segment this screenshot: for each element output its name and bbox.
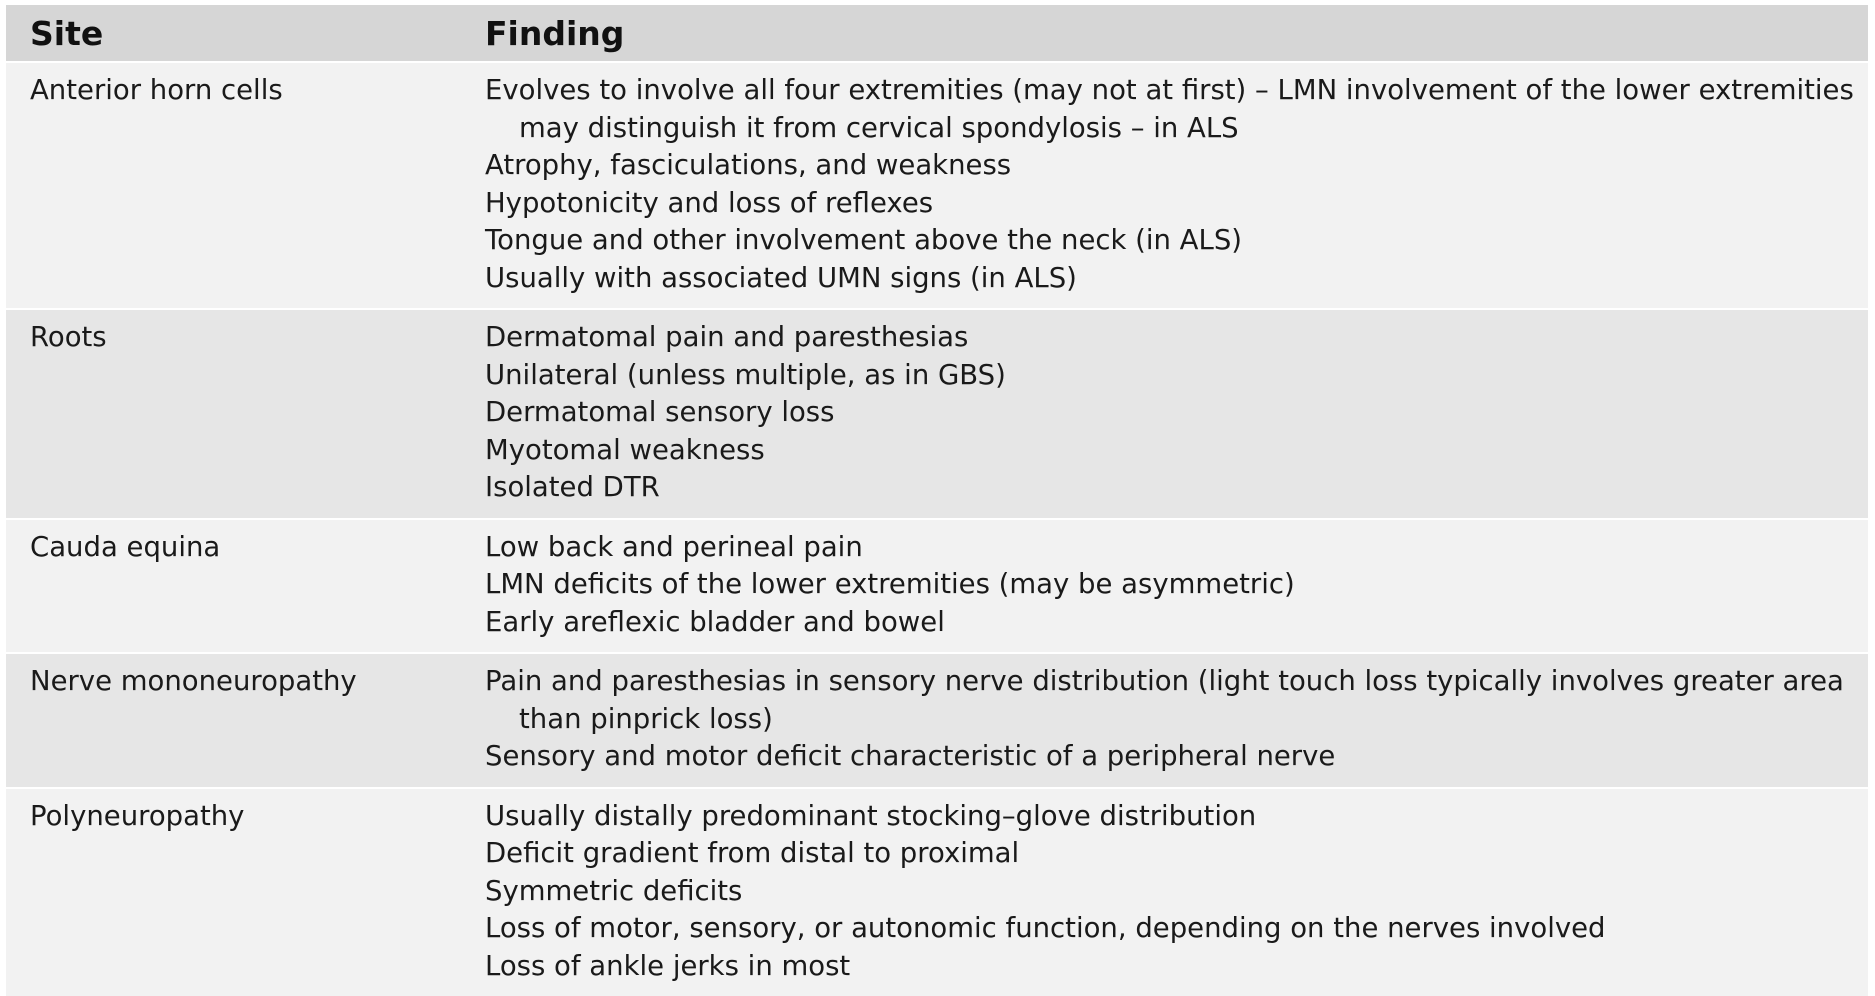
finding-cell [461,62,1868,309]
table-row [6,309,1868,519]
finding-item: Pain and paresthesias in sensory nerve distribution (light touch loss typically involves greater area than pinprick loss) [485,663,1858,738]
finding-item: Myotomal weakness [485,432,1858,470]
finding-item: Tongue and other involvement above the neck (in ALS) [485,222,1858,260]
site-cell: Nerve mononeuropathy [6,653,461,788]
table-row [6,62,1868,309]
table-row [6,788,1868,996]
site-cell: Anterior horn cells [6,62,461,309]
finding-item: Unilateral (unless multiple, as in GBS) [485,357,1858,395]
site-cell: Cauda equina [6,519,461,654]
finding-item: Deficit gradient from distal to proximal [485,835,1858,873]
finding-item: Early areflexic bladder and bowel [485,604,1858,642]
table-row [6,653,1868,788]
column-header-finding: Finding [461,5,1868,62]
finding-item: Usually with associated UMN signs (in ALS) [485,260,1858,298]
table-body [6,62,1868,996]
finding-item: Hypotonicity and loss of reflexes [485,185,1858,223]
table-row [6,519,1868,654]
finding-item: Loss of motor, sensory, or autonomic function, depending on the nerves involved [485,910,1858,948]
finding-cell [461,519,1868,654]
finding-cell [461,653,1868,788]
finding-item: Evolves to involve all four extremities (may not at first) – LMN involvement of the lower extremities may distinguish it from cervical spondylosis – in ALS [485,72,1858,147]
column-header-site: Site [6,5,461,62]
finding-item: Usually distally predominant stocking–glove distribution [485,798,1858,836]
site-cell: Roots [6,309,461,519]
finding-item: LMN deficits of the lower extremities (may be asymmetric) [485,566,1858,604]
table-header-row [6,5,1868,62]
findings-table [6,5,1868,996]
finding-cell [461,788,1868,996]
finding-item: Low back and perineal pain [485,529,1858,567]
finding-item: Symmetric deficits [485,873,1858,911]
finding-cell [461,309,1868,519]
finding-item: Sensory and motor deficit characteristic of a peripheral nerve [485,738,1858,776]
finding-item: Dermatomal pain and paresthesias [485,319,1858,357]
table-header [6,5,1868,62]
finding-item: Isolated DTR [485,469,1858,507]
finding-item: Atrophy, fasciculations, and weakness [485,147,1858,185]
finding-item: Dermatomal sensory loss [485,394,1858,432]
findings-table-wrapper [6,5,1868,996]
site-cell: Polyneuropathy [6,788,461,996]
finding-item: Loss of ankle jerks in most [485,948,1858,986]
